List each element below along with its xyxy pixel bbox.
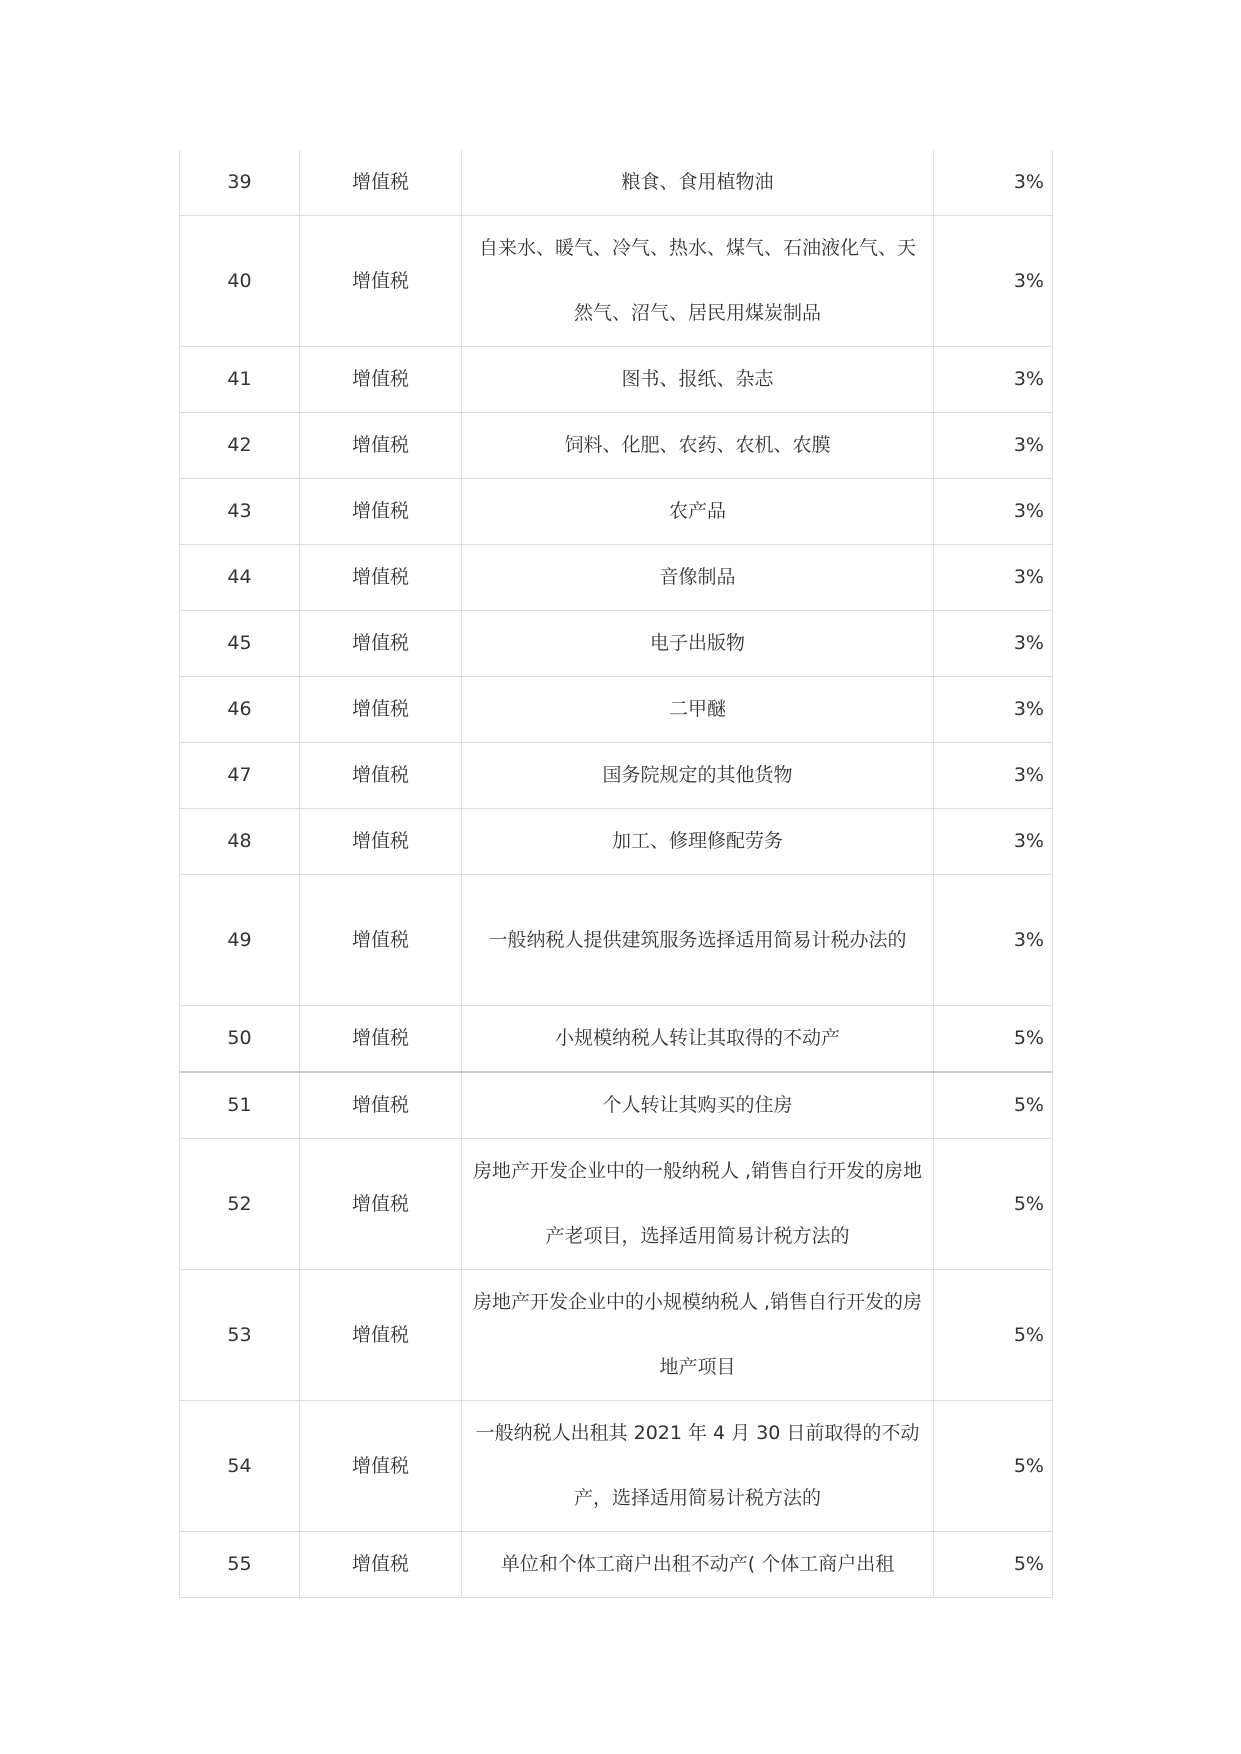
tax-rate: 5% bbox=[934, 1139, 1053, 1270]
tax-rate: 3% bbox=[934, 677, 1053, 743]
tax-rate: 3% bbox=[934, 743, 1053, 809]
table-row bbox=[180, 677, 1053, 743]
table-row bbox=[180, 1401, 1053, 1532]
row-number: 39 bbox=[180, 150, 300, 216]
row-number: 52 bbox=[180, 1139, 300, 1270]
tax-item: 粮食、食用植物油 bbox=[462, 150, 934, 216]
tax-type: 增值税 bbox=[300, 413, 462, 479]
tax-item: 自来水、暖气、冷气、热水、煤气、石油液化气、天然气、沼气、居民用煤炭制品 bbox=[462, 216, 934, 347]
table-row bbox=[180, 150, 1053, 216]
row-number: 44 bbox=[180, 545, 300, 611]
tax-item: 图书、报纸、杂志 bbox=[462, 347, 934, 413]
tax-item: 个人转让其购买的住房 bbox=[462, 1072, 934, 1139]
row-number: 43 bbox=[180, 479, 300, 545]
row-number: 48 bbox=[180, 809, 300, 875]
row-number: 53 bbox=[180, 1270, 300, 1401]
row-number: 51 bbox=[180, 1072, 300, 1139]
table-row bbox=[180, 347, 1053, 413]
tax-type: 增值税 bbox=[300, 1270, 462, 1401]
tax-item: 国务院规定的其他货物 bbox=[462, 743, 934, 809]
table-row bbox=[180, 479, 1053, 545]
tax-item: 饲料、化肥、农药、农机、农膜 bbox=[462, 413, 934, 479]
table-row bbox=[180, 413, 1053, 479]
table-row bbox=[180, 1139, 1053, 1270]
row-number: 55 bbox=[180, 1532, 300, 1598]
row-number: 46 bbox=[180, 677, 300, 743]
tax-rate: 3% bbox=[934, 809, 1053, 875]
table-row bbox=[180, 545, 1053, 611]
tax-type: 增值税 bbox=[300, 216, 462, 347]
table-row bbox=[180, 216, 1053, 347]
tax-rate: 5% bbox=[934, 1532, 1053, 1598]
tax-type: 增值税 bbox=[300, 1532, 462, 1598]
tax-item: 电子出版物 bbox=[462, 611, 934, 677]
tax-item: 一般纳税人提供建筑服务选择适用简易计税办法的 bbox=[462, 875, 934, 1006]
tax-rate: 3% bbox=[934, 413, 1053, 479]
row-number: 40 bbox=[180, 216, 300, 347]
tax-item: 二甲醚 bbox=[462, 677, 934, 743]
row-number: 50 bbox=[180, 1006, 300, 1073]
table-row bbox=[180, 809, 1053, 875]
tax-rate: 3% bbox=[934, 611, 1053, 677]
tax-rate: 5% bbox=[934, 1072, 1053, 1139]
tax-type: 增值税 bbox=[300, 1006, 462, 1073]
tax-rate: 5% bbox=[934, 1401, 1053, 1532]
table-row bbox=[180, 611, 1053, 677]
row-number: 41 bbox=[180, 347, 300, 413]
row-number: 42 bbox=[180, 413, 300, 479]
tax-type: 增值税 bbox=[300, 809, 462, 875]
tax-item: 一般纳税人出租其 2021 年 4 月 30 日前取得的不动产，选择适用简易计税方法的 bbox=[462, 1401, 934, 1532]
tax-rate: 3% bbox=[934, 216, 1053, 347]
row-number: 49 bbox=[180, 875, 300, 1006]
table-row bbox=[180, 1072, 1053, 1139]
tax-rate: 5% bbox=[934, 1270, 1053, 1401]
row-number: 54 bbox=[180, 1401, 300, 1532]
tax-type: 增值税 bbox=[300, 1401, 462, 1532]
tax-rate: 3% bbox=[934, 347, 1053, 413]
tax-type: 增值税 bbox=[300, 150, 462, 216]
table-row bbox=[180, 1006, 1053, 1073]
tax-rate: 3% bbox=[934, 875, 1053, 1006]
tax-type: 增值税 bbox=[300, 347, 462, 413]
tax-rate: 5% bbox=[934, 1006, 1053, 1073]
row-number: 45 bbox=[180, 611, 300, 677]
tax-rate: 3% bbox=[934, 479, 1053, 545]
tax-type: 增值税 bbox=[300, 1139, 462, 1270]
tax-rate-table bbox=[179, 150, 1053, 1598]
tax-item: 房地产开发企业中的一般纳税人 ,销售自行开发的房地产老项目，选择适用简易计税方法的 bbox=[462, 1139, 934, 1270]
tax-type: 增值税 bbox=[300, 611, 462, 677]
tax-type: 增值税 bbox=[300, 677, 462, 743]
tax-item: 单位和个体工商户出租不动产( 个体工商户出租 bbox=[462, 1532, 934, 1598]
tax-item: 房地产开发企业中的小规模纳税人 ,销售自行开发的房地产项目 bbox=[462, 1270, 934, 1401]
tax-item: 音像制品 bbox=[462, 545, 934, 611]
tax-type: 增值税 bbox=[300, 545, 462, 611]
tax-rate: 3% bbox=[934, 545, 1053, 611]
tax-type: 增值税 bbox=[300, 875, 462, 1006]
table-row bbox=[180, 1532, 1053, 1598]
table-row bbox=[180, 743, 1053, 809]
tax-rate: 3% bbox=[934, 150, 1053, 216]
table-row bbox=[180, 1270, 1053, 1401]
tax-type: 增值税 bbox=[300, 743, 462, 809]
tax-type: 增值税 bbox=[300, 479, 462, 545]
tax-type: 增值税 bbox=[300, 1072, 462, 1139]
table-row bbox=[180, 875, 1053, 1006]
tax-item: 加工、修理修配劳务 bbox=[462, 809, 934, 875]
tax-item: 小规模纳税人转让其取得的不动产 bbox=[462, 1006, 934, 1073]
row-number: 47 bbox=[180, 743, 300, 809]
tax-item: 农产品 bbox=[462, 479, 934, 545]
